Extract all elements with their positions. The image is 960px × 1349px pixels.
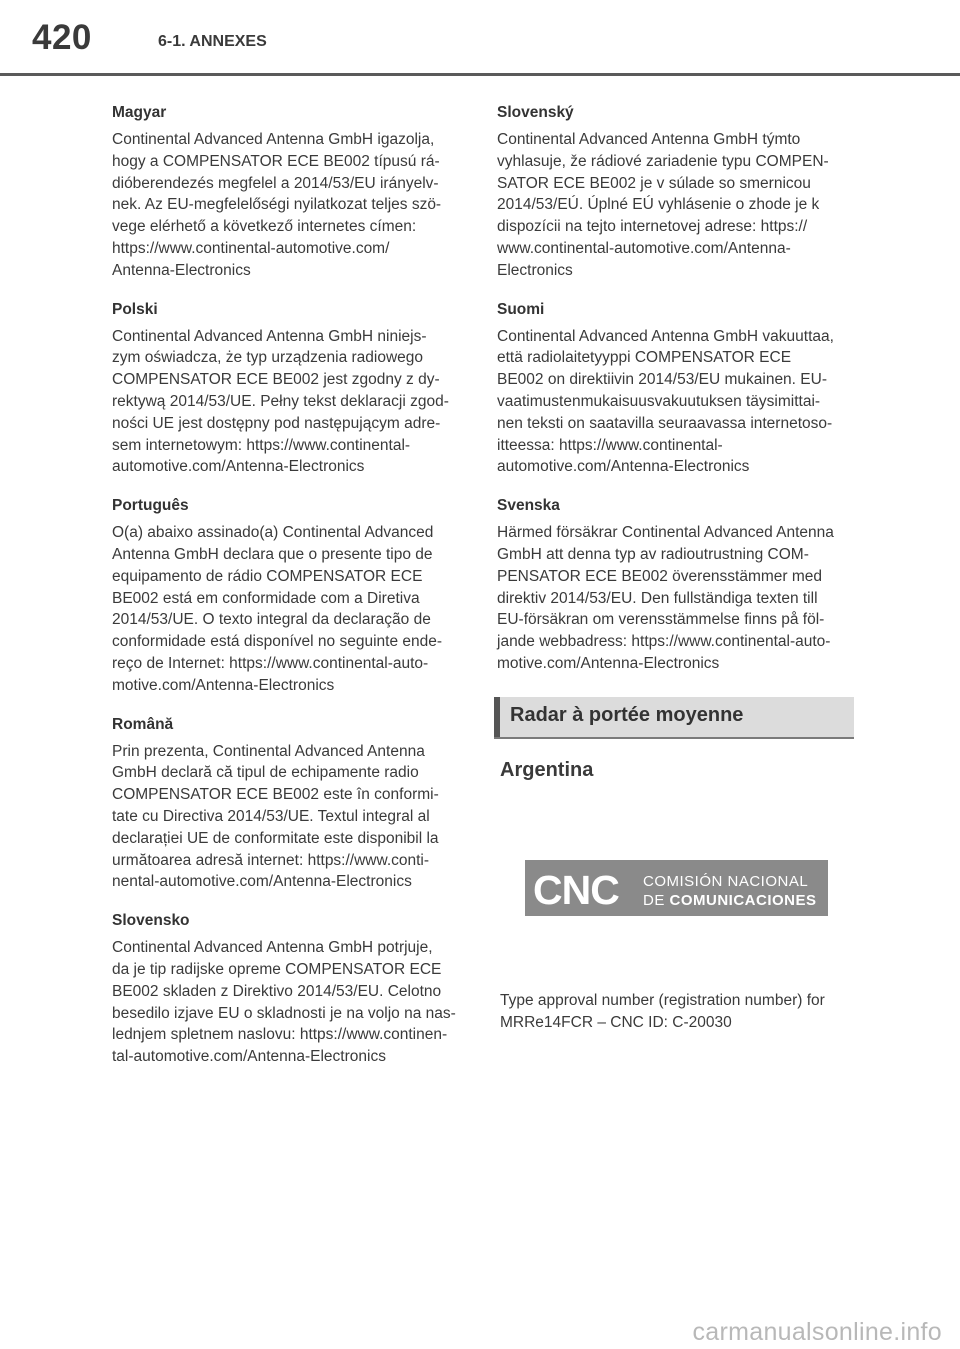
page-header	[0, 0, 960, 76]
text-line: equipamento de rádio COMPENSATOR ECE	[112, 567, 423, 585]
page-number: 420	[32, 18, 92, 57]
text-line: nental-automotive.com/Antenna-Electronics	[112, 873, 412, 891]
text-line: SATOR ECE BE002 je v súlade so smernicou	[497, 174, 811, 192]
text-line: nen teksti on saatavilla seuraavassa internetoso-	[497, 414, 833, 432]
language-heading: Português	[112, 497, 189, 515]
text-line: automotive.com/Antenna-Electronics	[497, 458, 750, 476]
text-line: nek. Az EU-megfelelőségi nyilatkozat teljes szö-	[112, 196, 442, 214]
text-line: sem internetowym: https://www.continental-	[112, 436, 411, 454]
text-line: MRRe14FCR – CNC ID: C-20030	[500, 1014, 732, 1031]
text-line: 2014/53/UE. O texto integral da declaração de	[112, 611, 431, 629]
text-line: rektywą 2014/53/UE. Pełny tekst deklaracji zgod-	[112, 392, 449, 410]
text-line: itteessa: https://www.continental-	[497, 436, 723, 454]
language-heading: Slovenský	[497, 104, 574, 121]
language-heading: Svenska	[497, 497, 560, 515]
language-section	[112, 912, 462, 1068]
text-line: ności UE jest dostępny pod następującym adre-	[112, 414, 441, 432]
text-line: următoarea adresă internet: https://www.conti-	[112, 851, 430, 869]
language-section	[112, 301, 462, 479]
text-line: dióberendezés megfelel a 2014/53/EU irányelv-	[112, 174, 439, 192]
language-section	[497, 301, 854, 479]
text-line: Antenna-Electronics	[112, 261, 251, 279]
language-heading: Polski	[112, 300, 158, 318]
text-line: zym oświadcza, że typ urządzenia radiowego	[112, 349, 424, 367]
text-line: automotive.com/Antenna-Electronics	[112, 458, 365, 476]
language-section	[497, 497, 854, 675]
text-line: että radiolaitetyyppi COMPENSATOR ECE	[497, 349, 792, 367]
text-line: tate cu Directiva 2014/53/UE. Textul integral al	[112, 807, 430, 825]
text-line: BE002 on direktiivin 2014/53/EU mukainen. EU-	[497, 371, 827, 389]
cnc-logo-letters: CNC	[533, 867, 619, 913]
chapter-title: 6-1. ANNEXES	[158, 33, 267, 50]
text-line: Prin prezenta, Continental Advanced Antenna	[112, 742, 425, 760]
declaration-text	[112, 937, 462, 1068]
text-line: jande webbadress: https://www.continental-auto-	[497, 633, 831, 651]
left-column	[112, 104, 462, 1087]
text-line: vaatimustenmukaisuusvakuutuksen täysimittai-	[497, 392, 821, 410]
text-line: lednjem spletnem naslovu: https://www.continen-	[112, 1026, 448, 1044]
text-line: O(a) abaixo assinado(a) Continental Advanced	[112, 524, 434, 542]
text-line: Electronics	[497, 261, 573, 279]
language-heading: Magyar	[112, 104, 167, 121]
language-heading: Slovensko	[112, 912, 190, 930]
cnc-logo-line2: DE COMUNICACIONES	[643, 892, 817, 909]
right-column	[497, 104, 854, 694]
watermark: carmanualsonline.info	[692, 1318, 942, 1346]
text-line: Härmed försäkrar Continental Advanced Antenna	[497, 524, 834, 542]
text-line: COMPENSATOR ECE BE002 este în conformi-	[112, 786, 439, 804]
declaration-text	[112, 741, 462, 894]
radar-section-banner	[494, 697, 854, 739]
type-approval-text	[500, 990, 855, 1034]
text-line: reço de Internet: https://www.continental-auto-	[112, 654, 429, 672]
text-line: vege elérhető a következő internetes címen:	[112, 218, 417, 236]
text-line: direktiv 2014/53/EU. Den fullständiga texten till	[497, 589, 818, 607]
text-line: GmbH declară că tipul de echipamente radio	[112, 764, 419, 782]
declaration-text	[497, 522, 854, 675]
radar-section-title: Radar à portée moyenne	[510, 704, 744, 726]
text-line: hogy a COMPENSATOR ECE BE002 típusú rá-	[112, 152, 440, 170]
text-line: 2014/53/EÚ. Úplné EÚ vyhlásenie o zhode je k	[497, 196, 820, 214]
text-line: PENSATOR ECE BE002 överensstämmer med	[497, 567, 823, 585]
text-line: Continental Advanced Antenna GmbH igazolja,	[112, 131, 435, 148]
text-line: Continental Advanced Antenna GmbH vakuuttaa,	[497, 327, 834, 345]
cnc-logo	[525, 860, 828, 916]
header-divider	[0, 73, 960, 76]
language-heading: Română	[112, 715, 174, 733]
language-section	[112, 716, 462, 894]
text-line: da je tip radijske opreme COMPENSATOR ECE	[112, 960, 442, 978]
language-section	[112, 497, 462, 696]
text-line: tal-automotive.com/Antenna-Electronics	[112, 1048, 386, 1066]
cnc-logo-line1: COMISIÓN NACIONAL	[643, 873, 809, 890]
text-line: dispozícii na tejto internetovej adrese: https://	[497, 218, 808, 236]
text-line: Continental Advanced Antenna GmbH niniejs-	[112, 327, 427, 345]
text-line: BE002 está em conformidade com a Diretiva	[112, 589, 420, 607]
text-line: Continental Advanced Antenna GmbH týmto	[497, 131, 801, 148]
language-section	[112, 104, 462, 282]
text-line: www.continental-automotive.com/Antenna-	[497, 239, 791, 257]
text-line: EU-försäkran om verensstämmelse finns på föl-	[497, 611, 825, 629]
declaration-text	[112, 522, 462, 696]
text-line: conformidade está disponível no seguinte ende-	[112, 633, 443, 651]
text-line: Type approval number (registration number) for	[500, 992, 825, 1009]
text-line: COMPENSATOR ECE BE002 jest zgodny z dy-	[112, 371, 440, 389]
argentina-heading: Argentina	[500, 759, 594, 781]
declaration-text	[497, 129, 854, 282]
language-section	[497, 104, 854, 282]
text-line: besedilo izjave EU o skladnosti je na voljo na nas-	[112, 1004, 456, 1022]
text-line: vyhlasuje, že rádiové zariadenie typu COMPEN-	[497, 152, 829, 170]
text-line: declarației UE de conformitate este disponibil la	[112, 829, 439, 847]
declaration-text	[112, 129, 462, 282]
declaration-text	[112, 326, 462, 479]
text-line: Continental Advanced Antenna GmbH potrjuje,	[112, 939, 433, 957]
language-heading: Suomi	[497, 300, 545, 318]
text-line: https://www.continental-automotive.com/	[112, 239, 390, 257]
text-line: motive.com/Antenna-Electronics	[497, 654, 720, 672]
text-line: BE002 skladen z Direktivo 2014/53/EU. Celotno	[112, 982, 442, 1000]
text-line: Antenna GmbH declara que o presente tipo de	[112, 545, 433, 563]
text-line: GmbH att denna typ av radioutrustning COM-	[497, 545, 809, 563]
text-line: motive.com/Antenna-Electronics	[112, 676, 335, 694]
banner-accent-bar	[494, 697, 500, 737]
declaration-text	[497, 326, 854, 479]
